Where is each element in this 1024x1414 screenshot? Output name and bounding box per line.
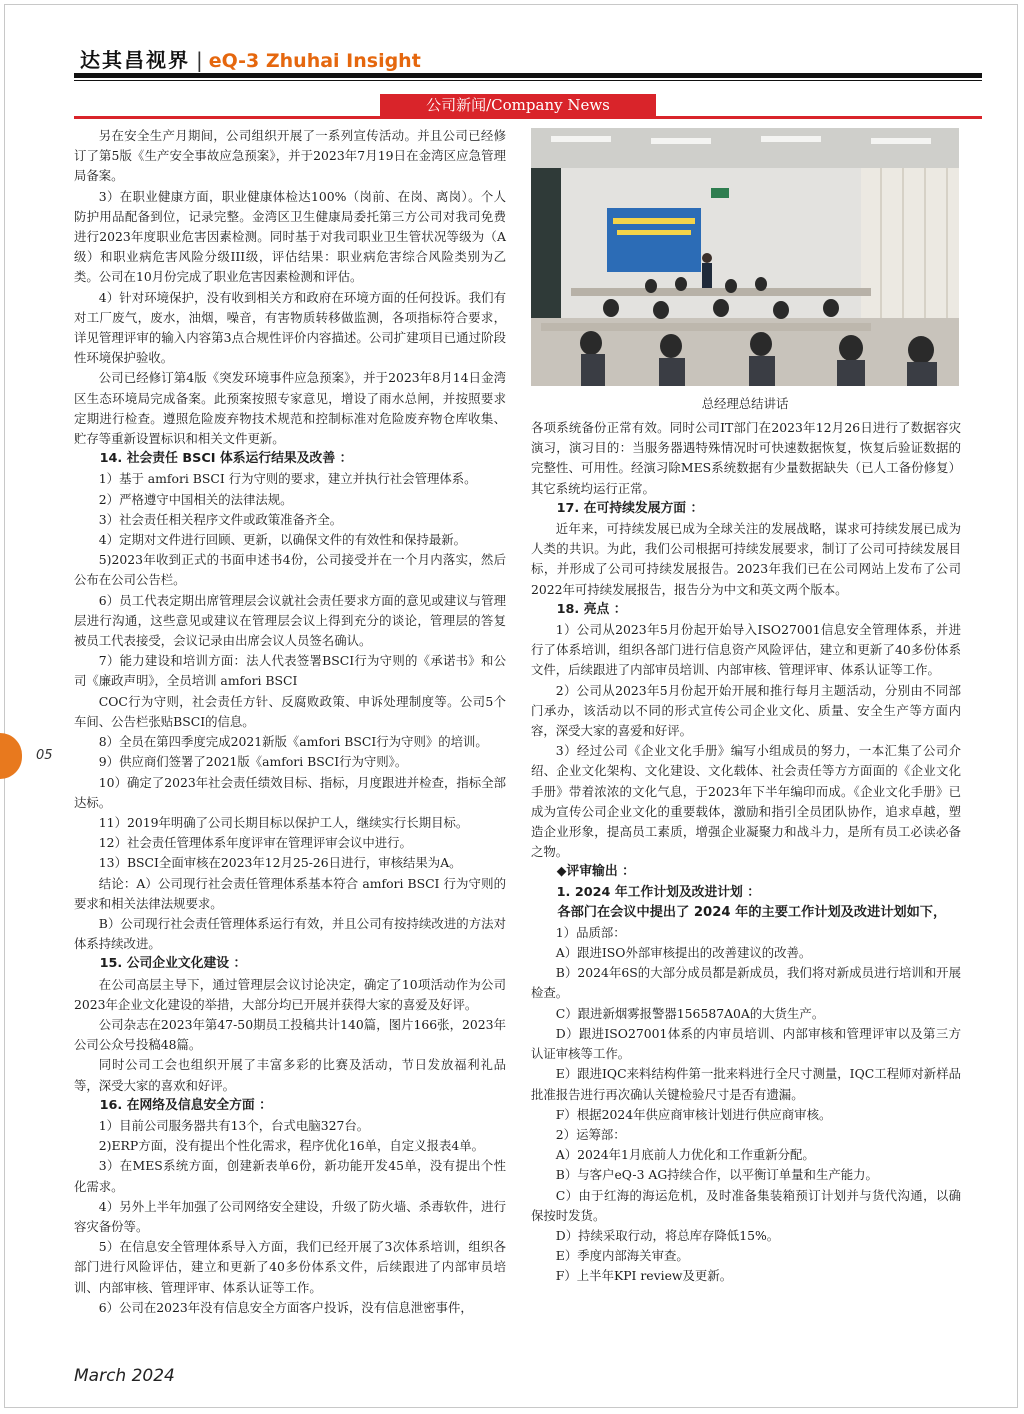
masthead-rule-thin <box>74 80 982 81</box>
paragraph: D）持续采取行动，将总库存降低15%。 <box>555 1227 780 1243</box>
paragraph: 11）2019年明确了公司长期目标以保护工人，继续实行长期目标。 <box>98 814 469 830</box>
paragraph: 2）公司从2023年5月份起开始开展和推行每月主题活动，分别由不同部门承办，该活动以不同的形式宣传公司企业文化、质量、安全生产等方面内容，深受大家的喜爱和好评。 <box>531 682 961 739</box>
paragraph: 结论：A）公司现行社会责任管理体系基本符合 amfori BSCI 行为守则的要求和相关法律法规要求。 <box>74 875 506 911</box>
paragraph: 2)ERP方面，没有提出个性化需求，程序优化16单，自定义报表4单。 <box>98 1138 485 1154</box>
paragraph: 3）在MES系统方面，创建新表单6份，新功能开发45单，没有提出个性化需求。 <box>74 1158 506 1194</box>
masthead <box>80 44 421 74</box>
paragraph: 1）公司从2023年5月份起开始导入ISO27001信息安全管理体系，并进行了体系培训，组织各部门进行信息资产风险评估，建立和更新了40多份体系文件，后续跟进了内部审员培训、内部审核、管理评审、体系认证等工作。 <box>531 622 961 678</box>
left-column <box>74 126 506 1318</box>
paragraph: F）根据2024年供应商审核计划进行供应商审核。 <box>555 1106 832 1122</box>
paragraph: 10）确定了2023年社会责任绩效目标、指标，月度跟进并检查，指标全部达标。 <box>74 774 506 810</box>
paragraph: 4）针对环境保护，没有收到相关方和政府在环境方面的任何投诉。我们有对工厂废气，废水，油烟，噪音，有害物质转移做监测，各项指标符合要求，详见管理评审的输入内容第3点合规性评价内容描述。公司扩建项目已通过阶段性环境保护验收。 <box>74 289 506 366</box>
masthead-separator: | <box>196 48 203 72</box>
paragraph: B）公司现行社会责任管理体系运行有效，并且公司有按持续改进的方法对体系持续改进。 <box>74 915 506 952</box>
paragraph: 7）能力建设和培训方面：法人代表签署BSCI行为守则的《承诺书》和公司《廉政声明》，全员培训 amfori BSCI <box>74 653 506 689</box>
paragraph: 1）品质部： <box>555 924 626 940</box>
paragraph: E）跟进IQC来料结构件第一批来料进行全尺寸测量，IQC工程师对新样品批准报告进行再次确认关键检验尺寸是否有遗漏。 <box>531 1066 961 1102</box>
paragraph: E）季度内部海关审查。 <box>555 1248 689 1264</box>
paragraph: 2）运筹部： <box>555 1126 626 1142</box>
paragraph: D）跟进ISO27001体系的内审员培训、内部审核和管理评审以及第三方认证审核等工作。 <box>531 1025 961 1062</box>
masthead-rule <box>74 73 982 78</box>
paragraph: 13）BSCI全面审核在2023年12月25-26日进行，审核结果为A。 <box>98 855 462 871</box>
section-heading: 15. 公司企业文化建设 ： <box>99 956 247 972</box>
paragraph: 在公司高层主导下，通过管理层会议讨论决定，确定了10项活动作为公司2023年企业文化建设的举措，大部分均已开展并获得大家的喜爱及好评。 <box>74 976 506 1012</box>
paragraph: B）与客户eQ-3 AG持续合作，以平衡订单量和生产能力。 <box>555 1167 878 1183</box>
paragraph: 3）经过公司《企业文化手册》编写小组成员的努力，一本汇集了公司介绍、企业文化架构、文化建设、文化载体、社会责任等方方面面的《企业文化手册》带着浓浓的文化气息，于2023年下半年编印而成。《企业文化手册》已成为宣传公司企业文化的重要载体，激励和指引全员团队协作，追求卓越，塑造企业形象，提高员工素质，增强企业凝聚力和战斗力，是所有员工必读必备之物。 <box>531 743 961 860</box>
masthead-title-cn: 达其昌视界 <box>80 48 190 72</box>
paragraph: C）跟进新烟雾报警器156587A0A的大货生产。 <box>555 1005 825 1021</box>
paragraph: 6）公司在2023年没有信息安全方面客户投诉，没有信息泄密事件， <box>98 1299 473 1315</box>
paragraph: 8）全员在第四季度完成2021新版《amfori BSCI行为守则》的培训。 <box>98 734 488 750</box>
paragraph: B）2024年6S的大部分成员都是新成员，我们将对新成员进行培训和开展检查。 <box>531 965 961 1001</box>
paragraph: 5)2023年收到正式的书面申述书4份，公司接受并在一个月内落实，然后公布在公司公告栏。 <box>74 552 506 588</box>
paragraph: A）跟进ISO外部审核提出的改善建议的改善。 <box>555 945 812 961</box>
paragraph: 9）供应商们签署了2021版《amfori BSCI行为守则》。 <box>98 754 408 770</box>
paragraph: 另在安全生产月期间，公司组织开展了一系列宣传活动。并且公司已经修订了第5版《生产安全事故应急预案》，并于2023年7月19日在金湾区应急管理局备案。 <box>74 128 506 184</box>
paragraph: 4）另外上半年加强了公司网络安全建设，升级了防火墙、杀毒软件，进行容灾备份等。 <box>74 1198 506 1234</box>
paragraph: 12）社会责任管理体系年度评审在管理评审会议中进行。 <box>98 835 412 851</box>
paragraph: 公司已经修订第4版《突发环境事件应急预案》，并于2023年8月14日金湾区生态环境局完成备案。此预案按照专家意见，增设了雨水总闸，并按照要求定期进行检查。遵照危险废弃物技术规范和控制标准对危险废弃物仓库收集、贮存等重新设置标识和相关文件更新。 <box>74 370 506 447</box>
paragraph: F）上半年KPI review及更新。 <box>555 1268 733 1284</box>
page-number: 05 <box>36 748 53 763</box>
right-column <box>531 418 961 1287</box>
paragraph: 近年来，可持续发展已成为全球关注的发展战略，谋求可持续发展已成为人类的共识。为此，我们公司根据可持续发展要求，制订了公司可持续发展目标，并形成了公司可持续发展报告。2023年我们已在公司网站上发布了公司2022年可持续发展报告，报告分为中文和英文两个版本。 <box>531 521 961 597</box>
section-heading: 17. 在可持续发展方面 ： <box>556 500 704 516</box>
masthead-title-en: eQ-3 Zhuhai Insight <box>208 50 421 72</box>
paragraph: 5）在信息安全管理体系导入方面，我们已经开展了3次体系培训，组织各部门进行风险评估，建立和更新了40多份体系文件，后续跟进了内部审员培训、内部审核、管理评审、体系认证等工作。 <box>74 1239 506 1295</box>
paragraph: 公司杂志在2023年第47-50期员工投稿共计140篇，图片166张，2023年公司公众号投稿48篇。 <box>74 1016 506 1053</box>
photo-caption: 总经理总结讲话 <box>701 396 789 411</box>
paragraph: 3）社会责任相关程序文件或政策准备齐全。 <box>98 511 343 527</box>
section-heading: 18. 亮点 ： <box>556 601 627 617</box>
paragraph: A）2024年1月底前人力优化和工作重新分配。 <box>555 1147 815 1163</box>
paragraph: 各项系统备份正常有效。同时公司IT部门在2023年12月26日进行了数据容灾演习，演习目的：当服务器遇特殊情况时可快速数据恢复，恢复后验证数据的完整性、可用性。经演习除MES系统数据有少量数据缺失（已人工备份修复）其它系统均运行正常。 <box>531 420 961 496</box>
section-heading: ◆评审输出 ： <box>556 864 635 880</box>
section-heading: 各部门在会议中提出了 2024 年的主要工作计划及改进计划如下， <box>557 904 947 920</box>
paragraph: 同时公司工会也组织开展了丰富多彩的比赛及活动，节日发放福利礼品等，深受大家的喜欢和好评。 <box>74 1057 506 1093</box>
paragraph: 6）员工代表定期出席管理层会议就社会责任要求方面的意见或建议与管理层进行沟通，这些意见或建议在管理层会议上得到充分的谈论，管理层的答复被员工代表接受，会议记录由出席会议人员签名确认。 <box>74 592 506 649</box>
section-heading: 1. 2024 年工作计划及改进计划 ： <box>556 884 761 900</box>
meeting-photo <box>531 128 959 386</box>
section-rule <box>74 116 982 119</box>
paragraph: C）由于红海的海运危机，及时准备集装箱预订计划并与货代沟通，以确保按时发货。 <box>531 1187 961 1223</box>
section-banner: 公司新闻/Company News <box>380 94 656 116</box>
paragraph: COC行为守则，社会责任方针、反腐败政策、申诉处理制度等。公司5个车间、公告栏张贴BSCI的信息。 <box>74 693 506 729</box>
paragraph: 1）基于 amfori BSCI 行为守则的要求，建立并执行社会管理体系。 <box>98 471 477 487</box>
paragraph: 4）定期对文件进行回顾、更新，以确保文件的有效性和保持最新。 <box>98 532 467 548</box>
footer-date: March 2024 <box>74 1366 175 1386</box>
section-heading: 16. 在网络及信息安全方面 ： <box>99 1097 272 1113</box>
section-heading: 14. 社会责任 BSCI 体系运行结果及改善 ： <box>99 451 353 467</box>
paragraph: 2）严格遵守中国相关的法律法规。 <box>98 491 293 507</box>
paragraph: 3）在职业健康方面，职业健康体检达100%（岗前、在岗、离岗）。个人防护用品配备到位，记录完整。金湾区卫生健康局委托第三方公司对我司免费进行2023年度职业危害因素检测。同时基于对我司职业卫生管状况等级为（A级）和职业病危害风险分级III级，评估结果：职业病危害综合风险类别为乙类。公司在10月份完成了职业危害因素检测和评估。 <box>74 188 506 285</box>
paragraph: 1）目前公司服务器共有13个，台式电脑327台。 <box>98 1117 370 1133</box>
